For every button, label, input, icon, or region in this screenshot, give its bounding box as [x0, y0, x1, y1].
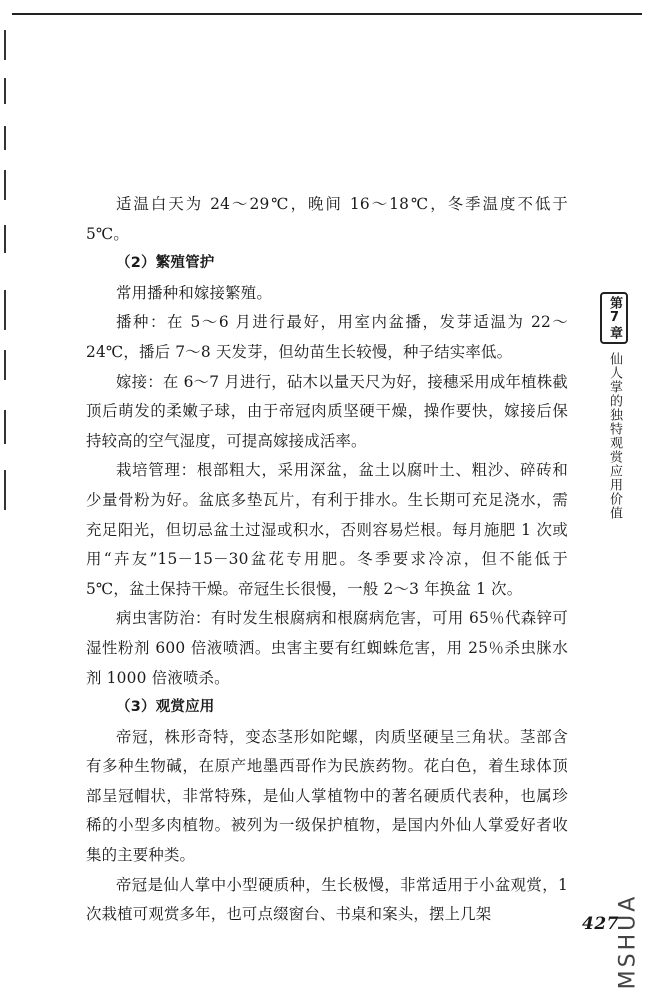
paragraph: 播种：在 5～6 月进行最好，用室内盆播，发芽适温为 22～24℃，播后 7～8 天发芽，但幼苗生长较慢，种子结实率低。 [86, 313, 568, 361]
chapter-title: 仙人掌的独特观赏应用价值 [607, 352, 622, 520]
watermark-text: MSHUA [615, 893, 641, 989]
paragraph: 帝冠，株形奇特，变态茎形如陀螺，肉质坚硬呈三角状。茎部含有多种生物碱，在原产地墨西哥作为民族药物。花白色，着生球体顶部呈冠帽状，非常特殊，是仙人掌植物中的著名硬质代表种，也属珍稀的小型多肉植物。被列为一级保护植物，是国内外仙人掌爱好者收集的主要种类。 [86, 727, 568, 865]
chapter-number: 第7章 [600, 292, 628, 344]
paragraph: 嫁接：在 6～7 月进行，砧木以量天尺为好，接穗采用成年植株截顶后萌发的柔嫩子球，由于帝冠肉质坚硬干燥，操作要快，嫁接后保持较高的空气湿度，可提高嫁接成活率。 [86, 372, 568, 450]
paragraph: 适温白天为 24～29℃，晚间 16～18℃，冬季温度不低于 5℃。 [86, 195, 568, 243]
paragraph: 常用播种和嫁接繁殖。 [116, 283, 272, 302]
section-heading: （2）繁殖管护 [116, 255, 215, 272]
section-heading: （3）观赏应用 [116, 699, 215, 716]
body-text [86, 190, 568, 930]
paragraph: 病虫害防治：有时发生根腐病和根腐病危害，可用 65％代森锌可湿性粉剂 600 倍液喷洒。虫害主要有红蜘蛛危害，用 25％杀虫脒水剂 1000 倍液喷杀。 [86, 609, 568, 687]
scan-edge-marks [4, 30, 8, 510]
header-rule [12, 13, 642, 15]
paragraph: 帝冠是仙人掌中小型硬质种，生长极慢，非常适用于小盆观赏，1 次栽植可观赏多年，也可点缀窗台、书桌和案头，摆上几架 [86, 875, 568, 924]
chapter-side-label [594, 292, 634, 520]
page-number: 427 [582, 914, 619, 934]
paragraph: 栽培管理：根部粗大，采用深盆，盆土以腐叶土、粗沙、碎砖和少量骨粉为好。盆底多垫瓦片，有利于排水。生长期可充足浇水，需充足阳光，但切忌盆土过湿或积水，否则容易烂根。每月施肥 1 次或用“卉友”15－15－30盆花专用肥。冬季要求冷凉，但不能低于 5℃，盆土保持干燥。帝冠生长很慢，一般 2～3 年换盆 1 次。 [86, 461, 568, 598]
watermark [608, 888, 648, 994]
